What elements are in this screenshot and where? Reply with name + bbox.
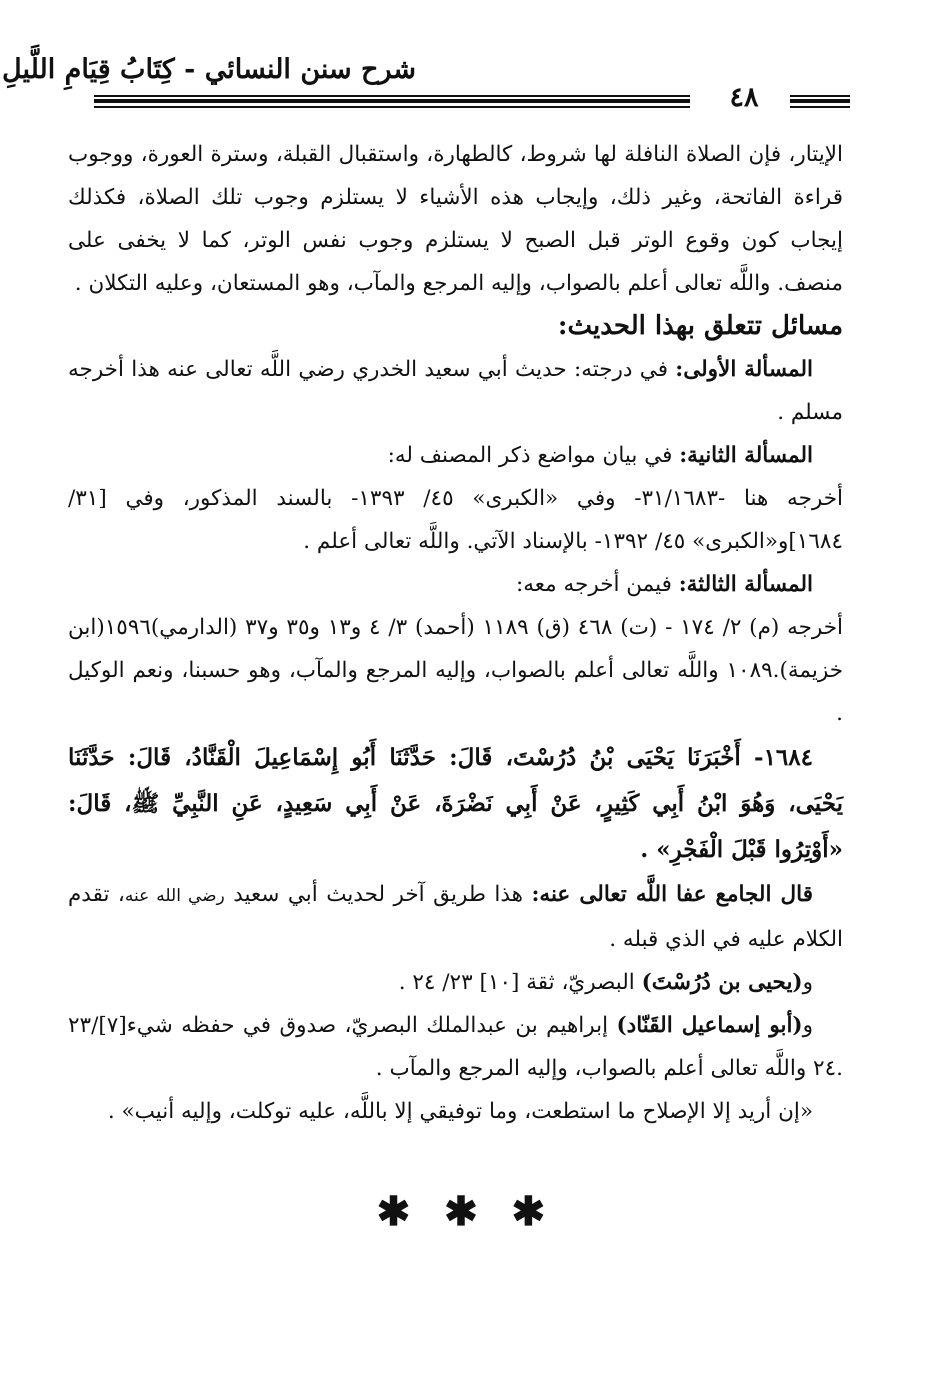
issue-one-label: المسألة الأولى:	[675, 357, 813, 382]
narrator-details: البصريّ، ثقة [١٠] ٢٣/ ٢٤ .	[398, 970, 642, 995]
header-rule	[790, 99, 850, 103]
narrator-note: و(أبو إسماعيل القَنّاد) إبراهيم بن عبدالملك البصريّ، صدوق في حفظه شيء[٧]/٢٣ .٢٤ واللَّه تعالى أعلم بالصواب، وإليه المرجع والمآب .	[68, 1013, 843, 1081]
issue-two-detail: أخرجه هنا -٣١/١٦٨٣- وفي «الكبرى» ٤٥/ ١٣٩٣- بالسند المذكور، وفي [٣١/ ١٦٨٤]و«الكبرى» ٤٥/ ١٣٩٢- بالإسناد الآتي. واللَّه تعالى أعلم .	[68, 486, 843, 554]
issue-three-detail: أخرجه (م) ٢/ ١٧٤ - (ت) ٤٦٨ (ق) ١١٨٩ (أحمد) ٣/ ٤ و١٣ و٣٥ و٣٧ (الدارمي)١٥٩٦(ابن خزيمة).١٠٨٩ واللَّه تعالى أعلم بالصواب، وإليه المرجع والمآب، وهو حسبنا، ونعم الوكيل .	[68, 615, 844, 726]
continuation-paragraph: الإيتار، فإن الصلاة النافلة لها شروط، كالطهارة، واستقبال القبلة، وسترة العورة، ووجوب قراءة الفاتحة، وغير ذلك، وإيجاب هذه الأشياء لا يستلزم وجوب تلك الصلاة، فكذلك إيجاب كون وقوع الوتر قبل الصبح لا يستلزم وجوب نفس الوتر، كما لا يخفى على منصف. واللَّه تعالى أعلم بالصواب، وإليه المرجع والمآب، وهو المستعان، وعليه التكلان .	[68, 142, 843, 296]
commentary-text-end: ، تقدم الكلام عليه في الذي قبله .	[68, 882, 843, 952]
hadith-text: ١٦٨٤- أَخْبَرَنَا يَحْيَى بْنُ دُرُسْتَ، قَالَ: حَدَّثَنَا أَبُو إِسْمَاعِيلَ الْقَنَّادُ، قَالَ: حَدَّثَنَا يَحْيَى، وَهُوَ ابْنُ أَبِي كَثِيرٍ، عَنْ أَبِي نَضْرَةَ، عَنْ أَبِي سَعِيدٍ، عَنِ النَّبِيِّ ﷺ، قَالَ: «أَوْتِرُوا قَبْلَ الْفَجْرِ» .	[68, 744, 843, 863]
header-rule	[790, 106, 850, 108]
issue-one-text: في درجته: حديث أبي سعيد الخدري رضي اللَّه تعالى عنه هذا أخرجه مسلم .	[68, 357, 843, 425]
header-rule	[790, 95, 850, 97]
issue-three	[68, 563, 843, 606]
running-title: شرح سنن النسائي - كِتَابُ قِيَامِ اللَّيلِ	[2, 54, 416, 85]
issue-two-label: المسألة الثانية:	[679, 443, 813, 468]
issue-two-text: في بيان مواضع ذكر المصنف له:	[387, 443, 680, 468]
commentary-label: قال الجامع عفا اللَّه تعالى عنه:	[531, 882, 813, 907]
commentary	[68, 873, 843, 961]
section-divider: ✱ ✱ ✱	[376, 1188, 556, 1235]
honorific-glyph: رضي الله عنه	[124, 886, 225, 906]
header-rule	[94, 106, 690, 108]
closing-supplication: «إن أريد إلا الإصلاح ما استطعت، وما توفيقي إلا باللَّه، عليه توكلت، وإليه أنيب» .	[107, 1099, 813, 1124]
page-body	[68, 133, 843, 1133]
section-heading: مسائل تتعلق بهذا الحديث:	[557, 311, 843, 341]
header-rule	[94, 99, 690, 103]
narrator-note: و(يحيى بن دُرُسْتَ) البصريّ، ثقة [١٠] ٢٣/ ٢٤ .	[398, 970, 813, 995]
issue-three-text: فيمن أخرجه معه:	[516, 572, 679, 597]
issue-two	[68, 434, 843, 477]
header-rule	[94, 95, 690, 97]
page-number: ٤٨	[729, 82, 759, 113]
issue-three-label: المسألة الثالثة:	[678, 572, 813, 597]
issue-one	[68, 348, 843, 434]
commentary-text: هذا طريق آخر لحديث أبي سعيد	[224, 882, 532, 907]
narrator-name: (يحيى بن دُرُسْتَ)	[641, 970, 803, 995]
narrator-details: إبراهيم بن عبدالملك البصريّ، صدوق في حفظه شيء[٧]/٢٣ .٢٤ واللَّه تعالى أعلم بالصواب، وإليه المرجع والمآب .	[68, 1013, 843, 1081]
narrator-name: (أبو إسماعيل القَنّاد)	[616, 1013, 803, 1038]
